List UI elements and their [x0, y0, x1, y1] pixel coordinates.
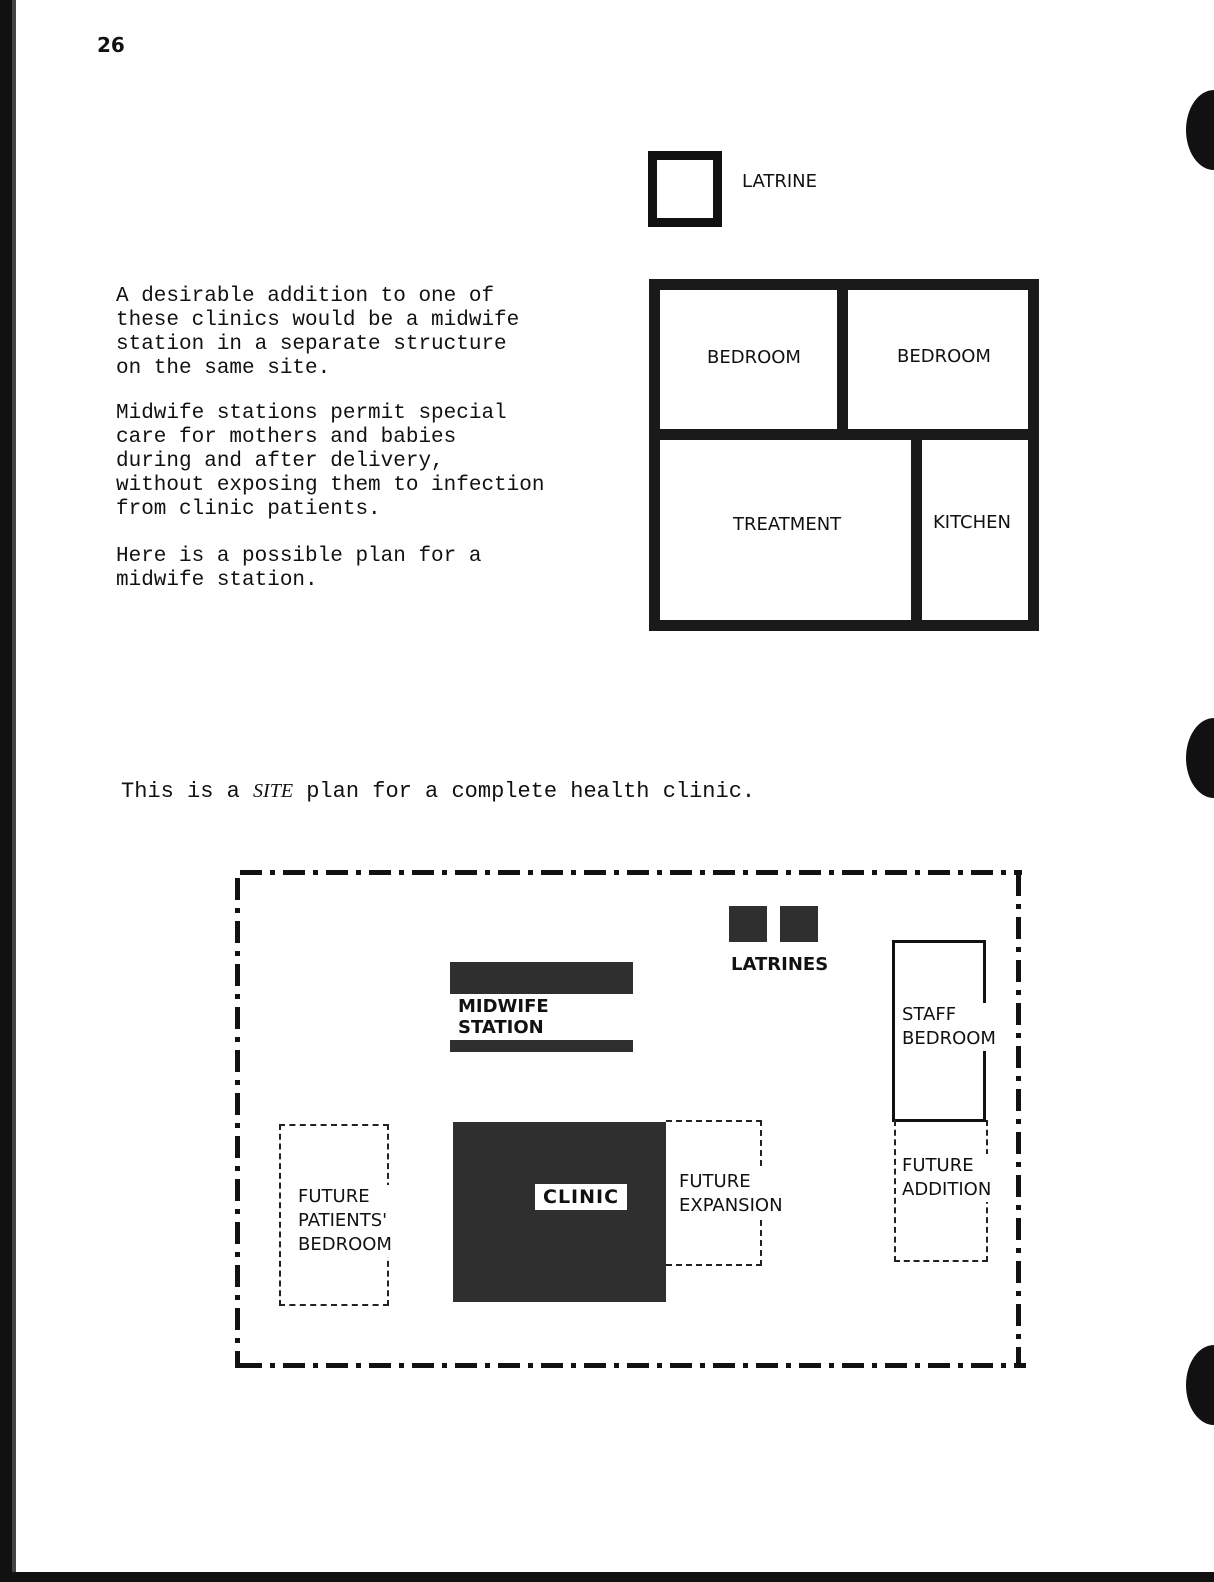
plan-wall-bottom — [649, 620, 1039, 631]
room-bedroom-1: BEDROOM — [707, 347, 801, 368]
staff-bedroom-label: STAFF BEDROOM — [902, 1003, 1002, 1051]
plan-wall-bedroom-divider — [837, 279, 848, 439]
latrines-label: LATRINES — [731, 954, 829, 975]
intro-paragraph-1: A desirable addition to one of these clinics would be a midwife station in a separate structure on the same site. — [116, 285, 520, 380]
site-caption-suffix: plan for a complete health clinic. — [293, 779, 756, 804]
latrine-symbol — [648, 151, 722, 227]
page-left-edge-shadow — [12, 0, 16, 1582]
room-bedroom-2: BEDROOM — [897, 346, 991, 367]
plan-wall-kitchen-divider — [911, 429, 922, 631]
page-bottom-edge — [0, 1572, 1214, 1582]
plan-wall-left — [649, 279, 660, 631]
latrine-block-1 — [729, 906, 767, 942]
room-treatment: TREATMENT — [733, 514, 842, 535]
plan-wall-middle — [649, 429, 1039, 440]
page-number: 26 — [97, 33, 125, 57]
latrine-block-2 — [780, 906, 818, 942]
room-kitchen: KITCHEN — [933, 512, 1011, 533]
site-boundary-right — [1016, 874, 1021, 1366]
clinic-block — [453, 1122, 666, 1302]
future-expansion-label: FUTURE EXPANSION — [679, 1170, 787, 1218]
future-patients-bedroom-label: FUTURE PATIENTS' BEDROOM — [298, 1185, 396, 1257]
plan-wall-right — [1028, 279, 1039, 631]
punch-hole-middle — [1186, 718, 1214, 798]
latrine-label: LATRINE — [742, 171, 818, 192]
site-boundary-left — [235, 878, 240, 1368]
clinic-label: CLINIC — [535, 1184, 627, 1210]
site-caption — [121, 779, 755, 804]
punch-hole-top — [1186, 90, 1214, 170]
site-caption-emphasis: SITE — [253, 780, 294, 802]
page-left-edge — [0, 0, 12, 1582]
site-boundary-bottom — [240, 1363, 1026, 1368]
intro-paragraph-2: Midwife stations permit special care for mothers and babies during and after delivery, without exposing them to infection from clinic patients. — [116, 402, 545, 521]
midwife-station-plan — [649, 279, 1039, 631]
midwife-station-label: MIDWIFE STATION — [450, 994, 633, 1040]
punch-hole-bottom — [1186, 1345, 1214, 1425]
intro-paragraph-3: Here is a possible plan for a midwife station. — [116, 545, 482, 592]
site-boundary-top — [240, 870, 1022, 875]
future-addition-label: FUTURE ADDITION — [902, 1154, 997, 1202]
site-caption-prefix: This is a — [121, 779, 254, 804]
